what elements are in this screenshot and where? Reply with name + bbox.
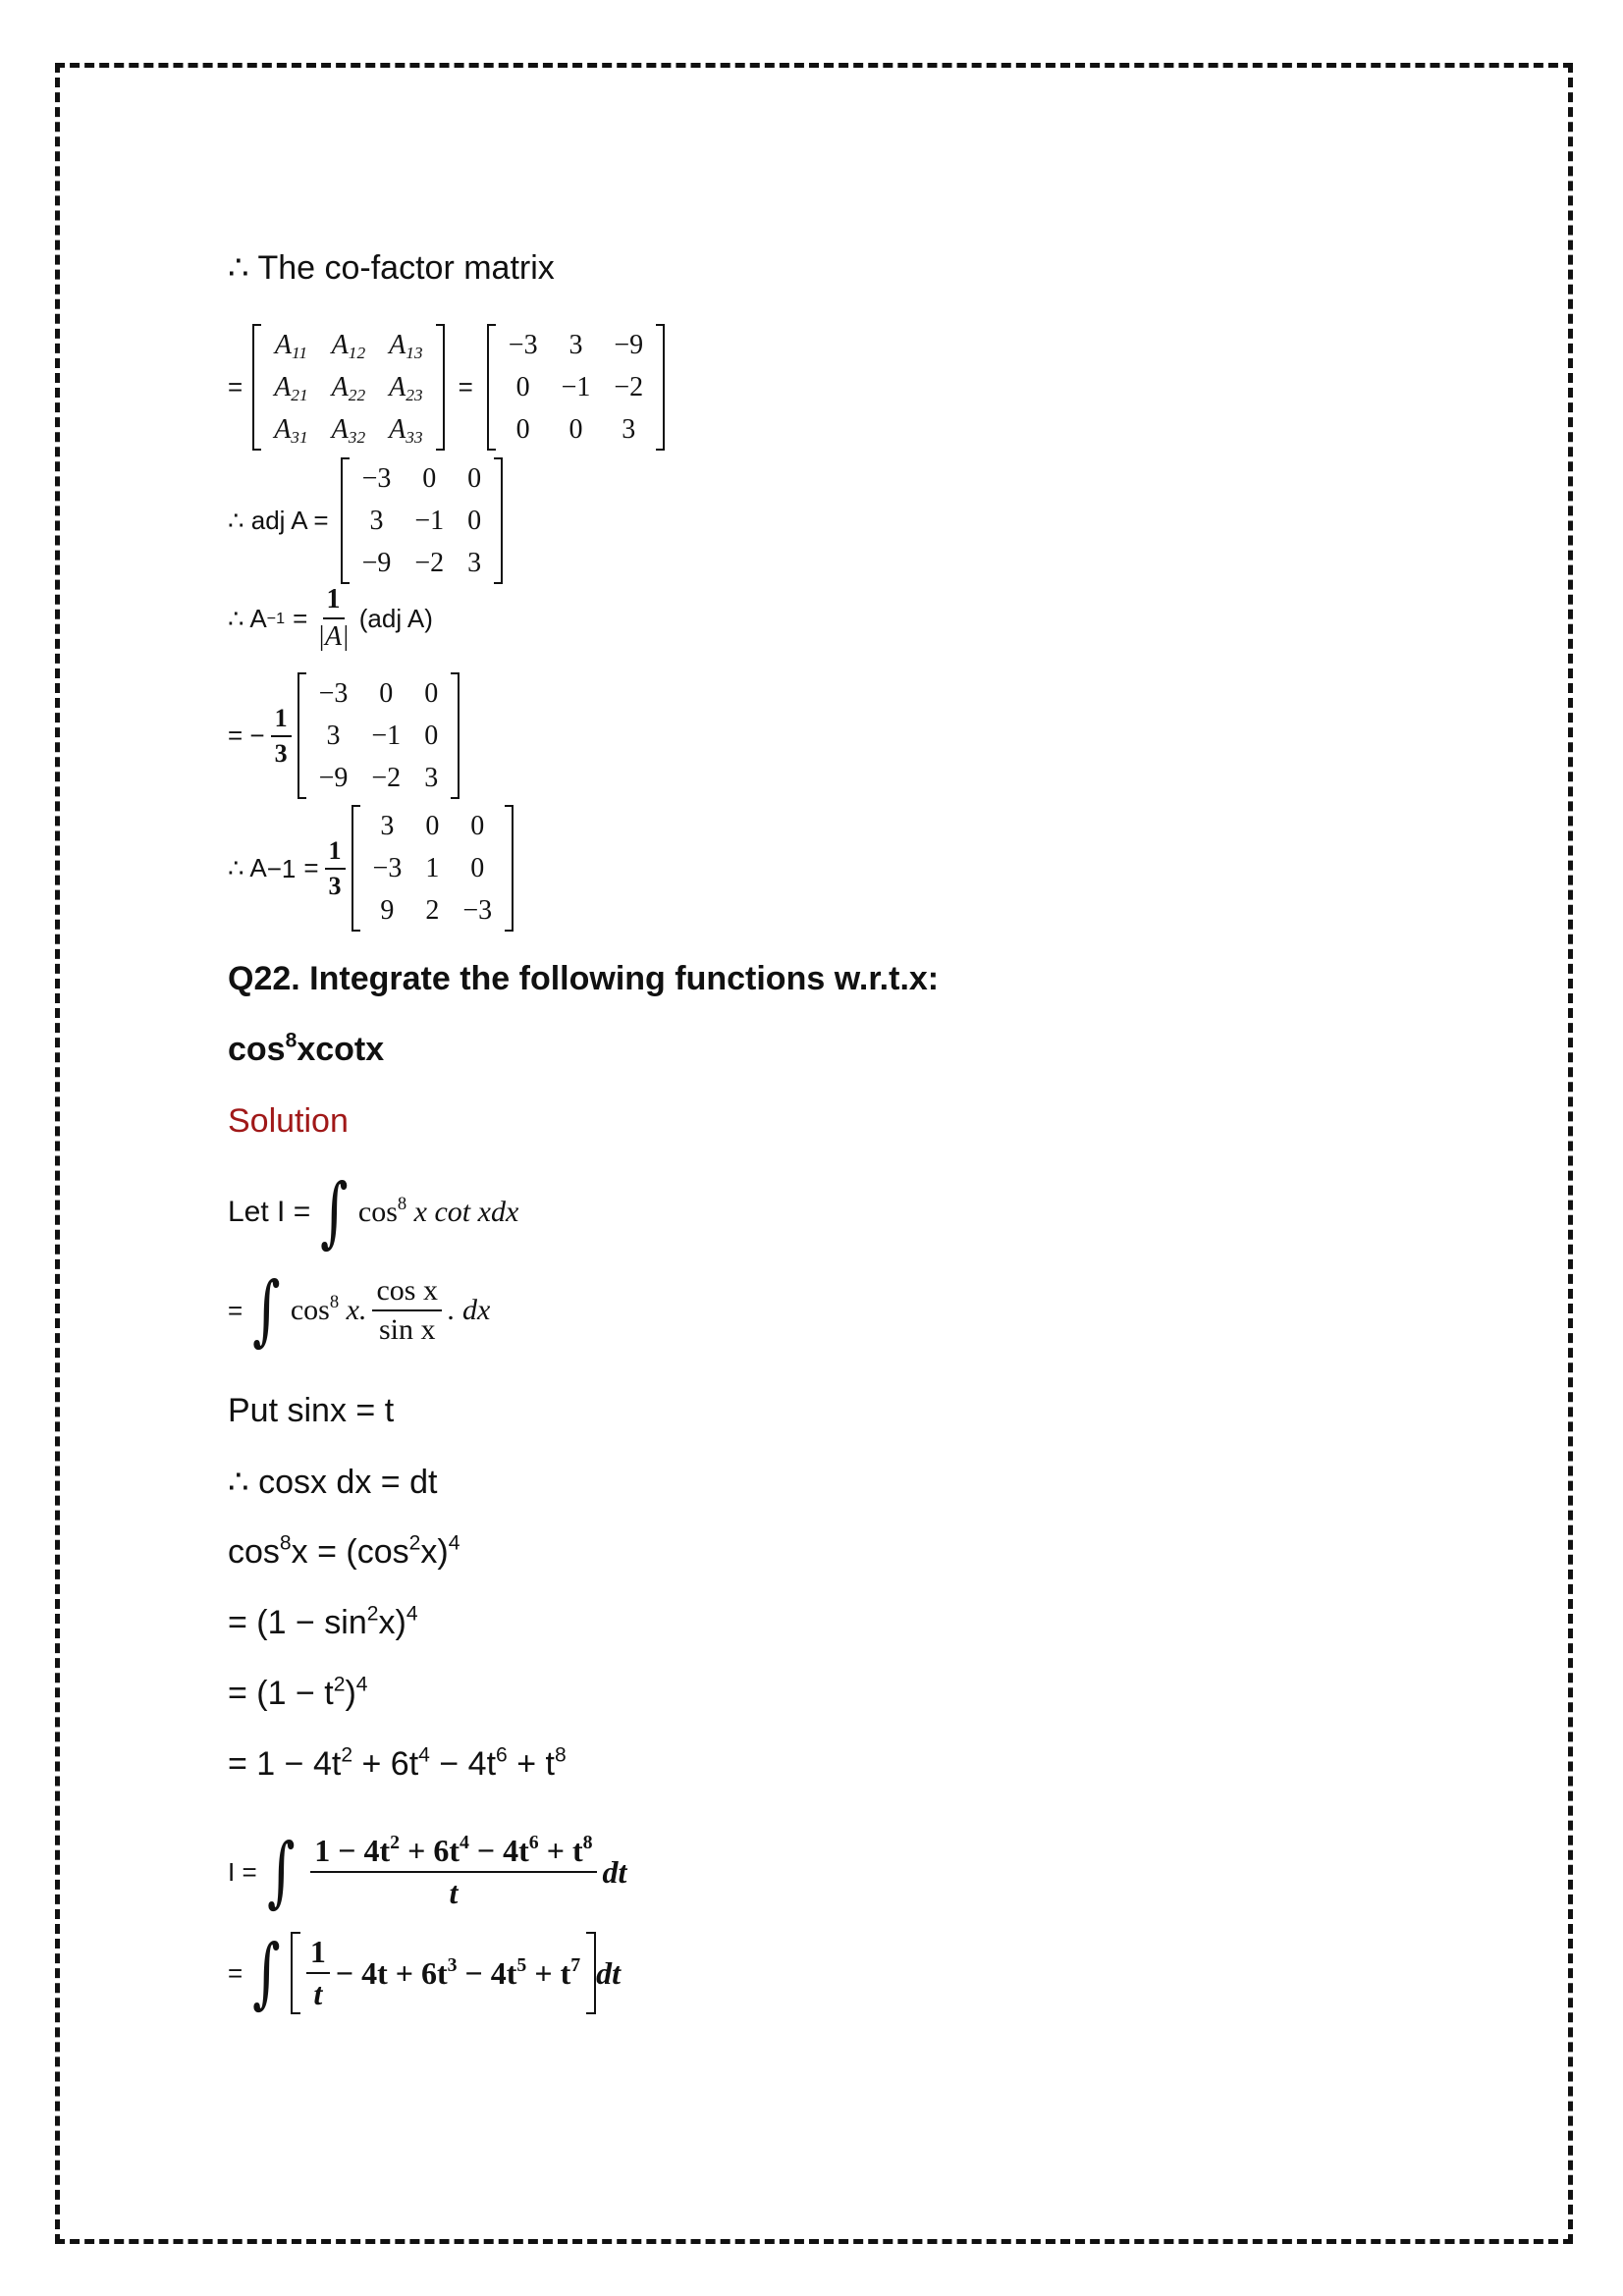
numerator-part: + 6t [400,1833,460,1868]
matrix-row [351,457,494,500]
dx-term: . dx [447,1294,491,1326]
matrix-cell: −9 [614,329,644,360]
expansion-part: + t [507,1745,555,1783]
integral-sign: ∫ [252,1266,281,1355]
final-inverse-fraction [325,836,346,901]
matrix-cell: −1 [371,720,402,751]
final-inverse-matrix [352,805,514,932]
expansion-exponent: 6 [496,1743,508,1767]
t-exponent: 2 [333,1673,346,1696]
matrix-cell: 0 [470,852,485,883]
matrix-cell: 0 [424,720,439,751]
substitution: Put sinx = t [228,1392,395,1429]
differential: ∴ cosx dx = dt [228,1464,438,1501]
numerator-part: + t [538,1833,583,1868]
identity-part: cos [228,1533,280,1571]
matrix-cell: 3 [424,762,439,793]
I-label: I = [228,1856,257,1887]
adjoint-equation [228,457,503,584]
identity-line [228,1533,460,1572]
matrix-cell: 0 [467,462,482,494]
question-function [228,1031,384,1069]
matrix-cell: 0 [422,462,437,494]
equals-sign: = [293,603,308,633]
let-tail: x cot xdx [413,1196,519,1228]
dt-term: dt [596,1954,622,1991]
matrix-cell: $A_{32}$ [331,413,366,447]
numerator-exponent: 2 [390,1832,401,1854]
reciprocal-fraction [306,1934,330,2012]
sin-exponent: 4 [406,1602,418,1626]
matrix-cell: $A_{12}$ [331,329,366,362]
identity-part: x) [420,1533,449,1571]
numerator-exponent: 4 [459,1832,469,1854]
t-exponent: 4 [355,1673,368,1696]
fraction-numerator: cos x [372,1274,442,1311]
matrix-cell: −3 [462,894,493,926]
equals-sign: = [228,372,243,401]
cos-term: cos [290,1294,330,1326]
symbolic-matrix [252,324,444,451]
matrix-cell: 0 [568,413,583,445]
sin-exponent: 2 [366,1602,379,1626]
cot-fraction [372,1274,442,1347]
matrix-cell: −1 [561,371,591,402]
expansion-part: − 4t [429,1745,497,1783]
matrix-cell: 0 [515,413,530,445]
matrix-row [351,542,494,584]
matrix-cell: 0 [467,505,482,536]
matrix-row [307,715,451,757]
function-tail: xcotx [297,1031,385,1068]
function-base: cos [228,1031,286,1068]
expansion-exponent: 8 [554,1743,567,1767]
let-integral [228,1168,518,1256]
matrix-cell: $A_{13}$ [389,329,423,362]
integral-sign: ∫ [252,1929,281,2017]
equals-sign: = [303,853,319,882]
fraction-denominator: t [449,1875,459,1910]
cos-exponent: 8 [329,1291,340,1312]
let-label: Let I = [228,1196,311,1228]
expansion-part: = 1 − 4t [228,1745,342,1783]
x-term: x. [346,1294,367,1326]
fraction-numerator: 1 [325,836,346,870]
inverse-label: ∴ A [228,853,267,882]
sin-part: = (1 − sin [228,1604,367,1641]
matrix-cell: −3 [361,462,392,494]
matrix-row [497,324,655,366]
numerator-part: − 4t [468,1833,529,1868]
matrix-row [262,324,434,366]
matrix-cell: 3 [380,810,395,841]
cos-term: cos [357,1196,398,1228]
polynomial-fraction [310,1833,596,1911]
numerator-exponent: 6 [528,1832,539,1854]
matrix-cell: $A_{33}$ [389,413,423,447]
negative-third-fraction [271,704,292,769]
matrix-cell: 0 [424,677,439,709]
inverse-fraction [313,584,353,653]
matrix-row [497,366,655,408]
fraction-denominator: t [313,1976,323,2011]
fraction-denominator: sin x [378,1313,436,1346]
integral-sign: ∫ [320,1168,349,1256]
matrix-cell: 0 [470,810,485,841]
adjoint-matrix-repeat [298,672,460,799]
equals-sign: = [228,1295,243,1325]
matrix-cell: 1 [425,852,440,883]
solution-label: Solution [228,1102,349,1140]
term-exponent: 3 [447,1953,458,1976]
cofactor-heading: ∴ The co-factor matrix [228,249,555,287]
matrix-cell: 3 [326,720,341,751]
cofactor-equation [228,324,665,451]
matrix-cell: 3 [622,413,636,445]
integral-in-t [228,1828,626,1916]
matrix-cell: $A_{31}$ [274,413,308,447]
matrix-cell: −3 [318,677,349,709]
matrix-cell: $A_{21}$ [274,371,308,404]
matrix-cell: −3 [372,852,403,883]
matrix-row [361,805,505,847]
fraction-numerator: 1 [323,584,345,619]
matrix-cell: 2 [425,894,440,926]
matrix-cell: 3 [369,505,384,536]
left-bracket [291,1932,300,2014]
t-part: = (1 − t [228,1675,334,1712]
matrix-cell: 0 [425,810,440,841]
fraction-denominator: |A| [317,621,350,652]
inverse-formula: ∴ A −1 = $\frac{1}{|A|}$ (adj A) [228,584,433,652]
matrix-row [262,366,434,408]
sin-line [228,1604,418,1642]
identity-exponent: 4 [448,1531,460,1555]
expansion-exponent: 4 [418,1743,430,1767]
right-bracket [586,1932,596,2014]
adj-label: ∴ adj A = [228,506,329,535]
matrix-cell: $A_{22}$ [331,371,366,404]
matrix-cell: $A_{11}$ [274,329,308,362]
cofactor-matrix [487,324,665,451]
identity-exponent: 2 [408,1531,421,1555]
question-title: Q22. Integrate the following functions w.r.t.x: [228,960,940,997]
final-inverse-equation: ∴ A −1 = $\frac{1}{3}$ 3 0 0 −3 1 0 9 2 −3 [228,805,514,932]
matrix-cell: −2 [371,762,402,793]
sin-part: x) [378,1604,406,1641]
split-integral [228,1929,621,2017]
inverse-tail: (adj A) [358,603,433,633]
matrix-row [307,672,451,715]
matrix-row [351,500,494,542]
t-part: ) [345,1675,356,1712]
identity-exponent: 8 [279,1531,292,1555]
term-exponent: 5 [516,1953,527,1976]
matrix-row [361,889,505,932]
matrix-cell: 0 [379,677,394,709]
fraction-denominator: 3 [274,738,288,768]
identity-part: x = (cos [291,1533,409,1571]
matrix-cell: −2 [614,371,644,402]
term-part: + t [526,1954,571,1991]
negative-third-equation [228,672,460,799]
fraction-numerator: 1 [271,704,292,737]
t-line [228,1675,368,1713]
matrix-cell: −3 [508,329,538,360]
fraction-numerator: 1 [306,1934,330,1974]
function-exponent: 8 [285,1029,298,1052]
equals-sign: = [228,1957,243,1988]
fraction-denominator: 3 [328,871,342,900]
expansion-part: + 6t [352,1745,419,1783]
cos-exponent: 8 [397,1193,407,1214]
matrix-cell: −9 [361,547,392,578]
matrix-row [497,408,655,451]
term-part: − 4t + 6t [335,1954,448,1991]
dt-term: dt [602,1853,627,1890]
matrix-row [307,757,451,799]
term-part: − 4t [457,1954,517,1991]
matrix-cell: −2 [414,547,445,578]
matrix-cell: −9 [318,762,349,793]
expansion-exponent: 2 [341,1743,353,1767]
matrix-cell: 0 [515,371,530,402]
equals-sign: = [458,372,473,401]
matrix-row [262,408,434,451]
matrix-cell: 3 [467,547,482,578]
term-exponent: 7 [570,1953,581,1976]
matrix-cell: −1 [414,505,445,536]
expansion-line [228,1745,567,1784]
negative-prefix: = − [228,721,265,750]
matrix-cell: $A_{23}$ [389,371,423,404]
inverse-label: ∴ A [228,603,267,633]
numerator-exponent: 8 [582,1832,593,1854]
adjoint-matrix [341,457,504,584]
integral-sign: ∫ [266,1828,296,1916]
matrix-cell: 9 [380,894,395,926]
numerator-part: 1 − 4t [314,1833,391,1868]
matrix-row [361,847,505,889]
rewrite-integral [228,1266,490,1355]
matrix-cell: 3 [568,329,583,360]
